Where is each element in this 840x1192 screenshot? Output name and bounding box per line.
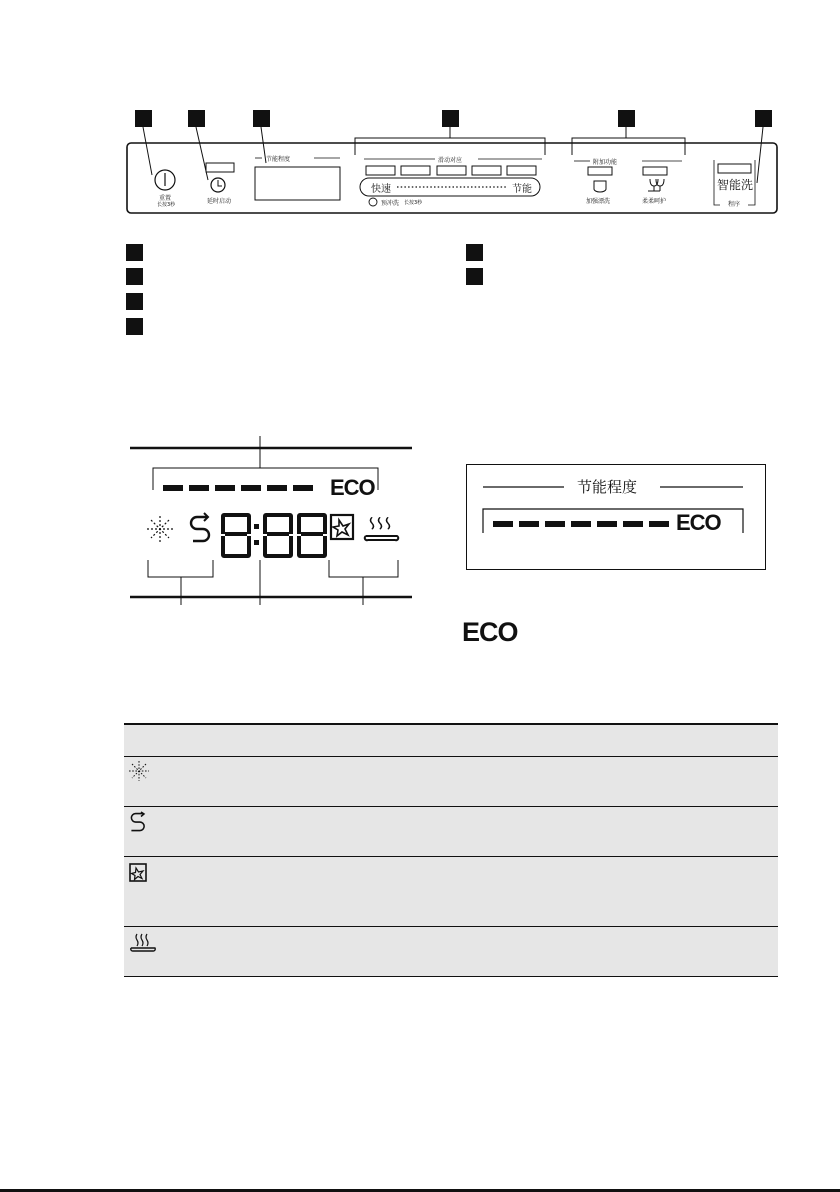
delay-start-label: 延时启动 xyxy=(207,198,232,205)
energy-level-zoom-figure xyxy=(466,464,766,570)
extras-option1-label: 加强漂洗 xyxy=(586,198,611,205)
display-outline xyxy=(0,420,440,620)
display-figure xyxy=(0,420,440,620)
auto-off-icon xyxy=(128,811,150,833)
slider-eco-label: 节能 xyxy=(512,184,532,195)
slider-title: 滑动对应 xyxy=(438,157,463,164)
legend-marker-5 xyxy=(466,244,483,261)
reset-label: 重置 xyxy=(159,195,172,202)
control-panel-figure xyxy=(0,0,840,230)
table-header-row xyxy=(124,725,778,756)
legend-marker-3 xyxy=(126,293,143,310)
prewash-label: 预冲洗 xyxy=(381,200,400,207)
display-eco-label: ECO xyxy=(330,475,375,500)
legend-marker-2 xyxy=(126,268,143,285)
eco-symbol: ECO xyxy=(462,617,518,647)
prewash-sublabel: 长按3秒 xyxy=(404,200,423,206)
zoom-eco-label: ECO xyxy=(676,510,721,535)
program-sublabel: 程序 xyxy=(728,201,741,208)
program-label: 智能洗 xyxy=(717,178,754,192)
slider-fast-label: 快速 xyxy=(371,184,391,195)
table-row xyxy=(124,927,778,976)
table-row xyxy=(124,857,778,926)
legend-marker-4 xyxy=(126,318,143,335)
reset-sublabel: 长按3秒 xyxy=(157,202,176,208)
zoom-title: 节能程度 xyxy=(577,478,638,496)
legend-marker-6 xyxy=(466,268,483,285)
panel-outline xyxy=(0,0,840,230)
air-dry-icon xyxy=(128,932,158,954)
extras-option2-label: 柔柔呵护 xyxy=(642,198,667,205)
machine-care-icon xyxy=(128,862,150,884)
extras-title: 附加功能 xyxy=(593,159,618,166)
table-bottom-rule xyxy=(124,976,778,977)
table-row xyxy=(124,757,778,806)
energy-level-title: 节能程度 xyxy=(266,156,291,163)
legend-marker-1 xyxy=(126,244,143,261)
table-row xyxy=(124,807,778,856)
rinse-aid-icon xyxy=(128,760,150,782)
